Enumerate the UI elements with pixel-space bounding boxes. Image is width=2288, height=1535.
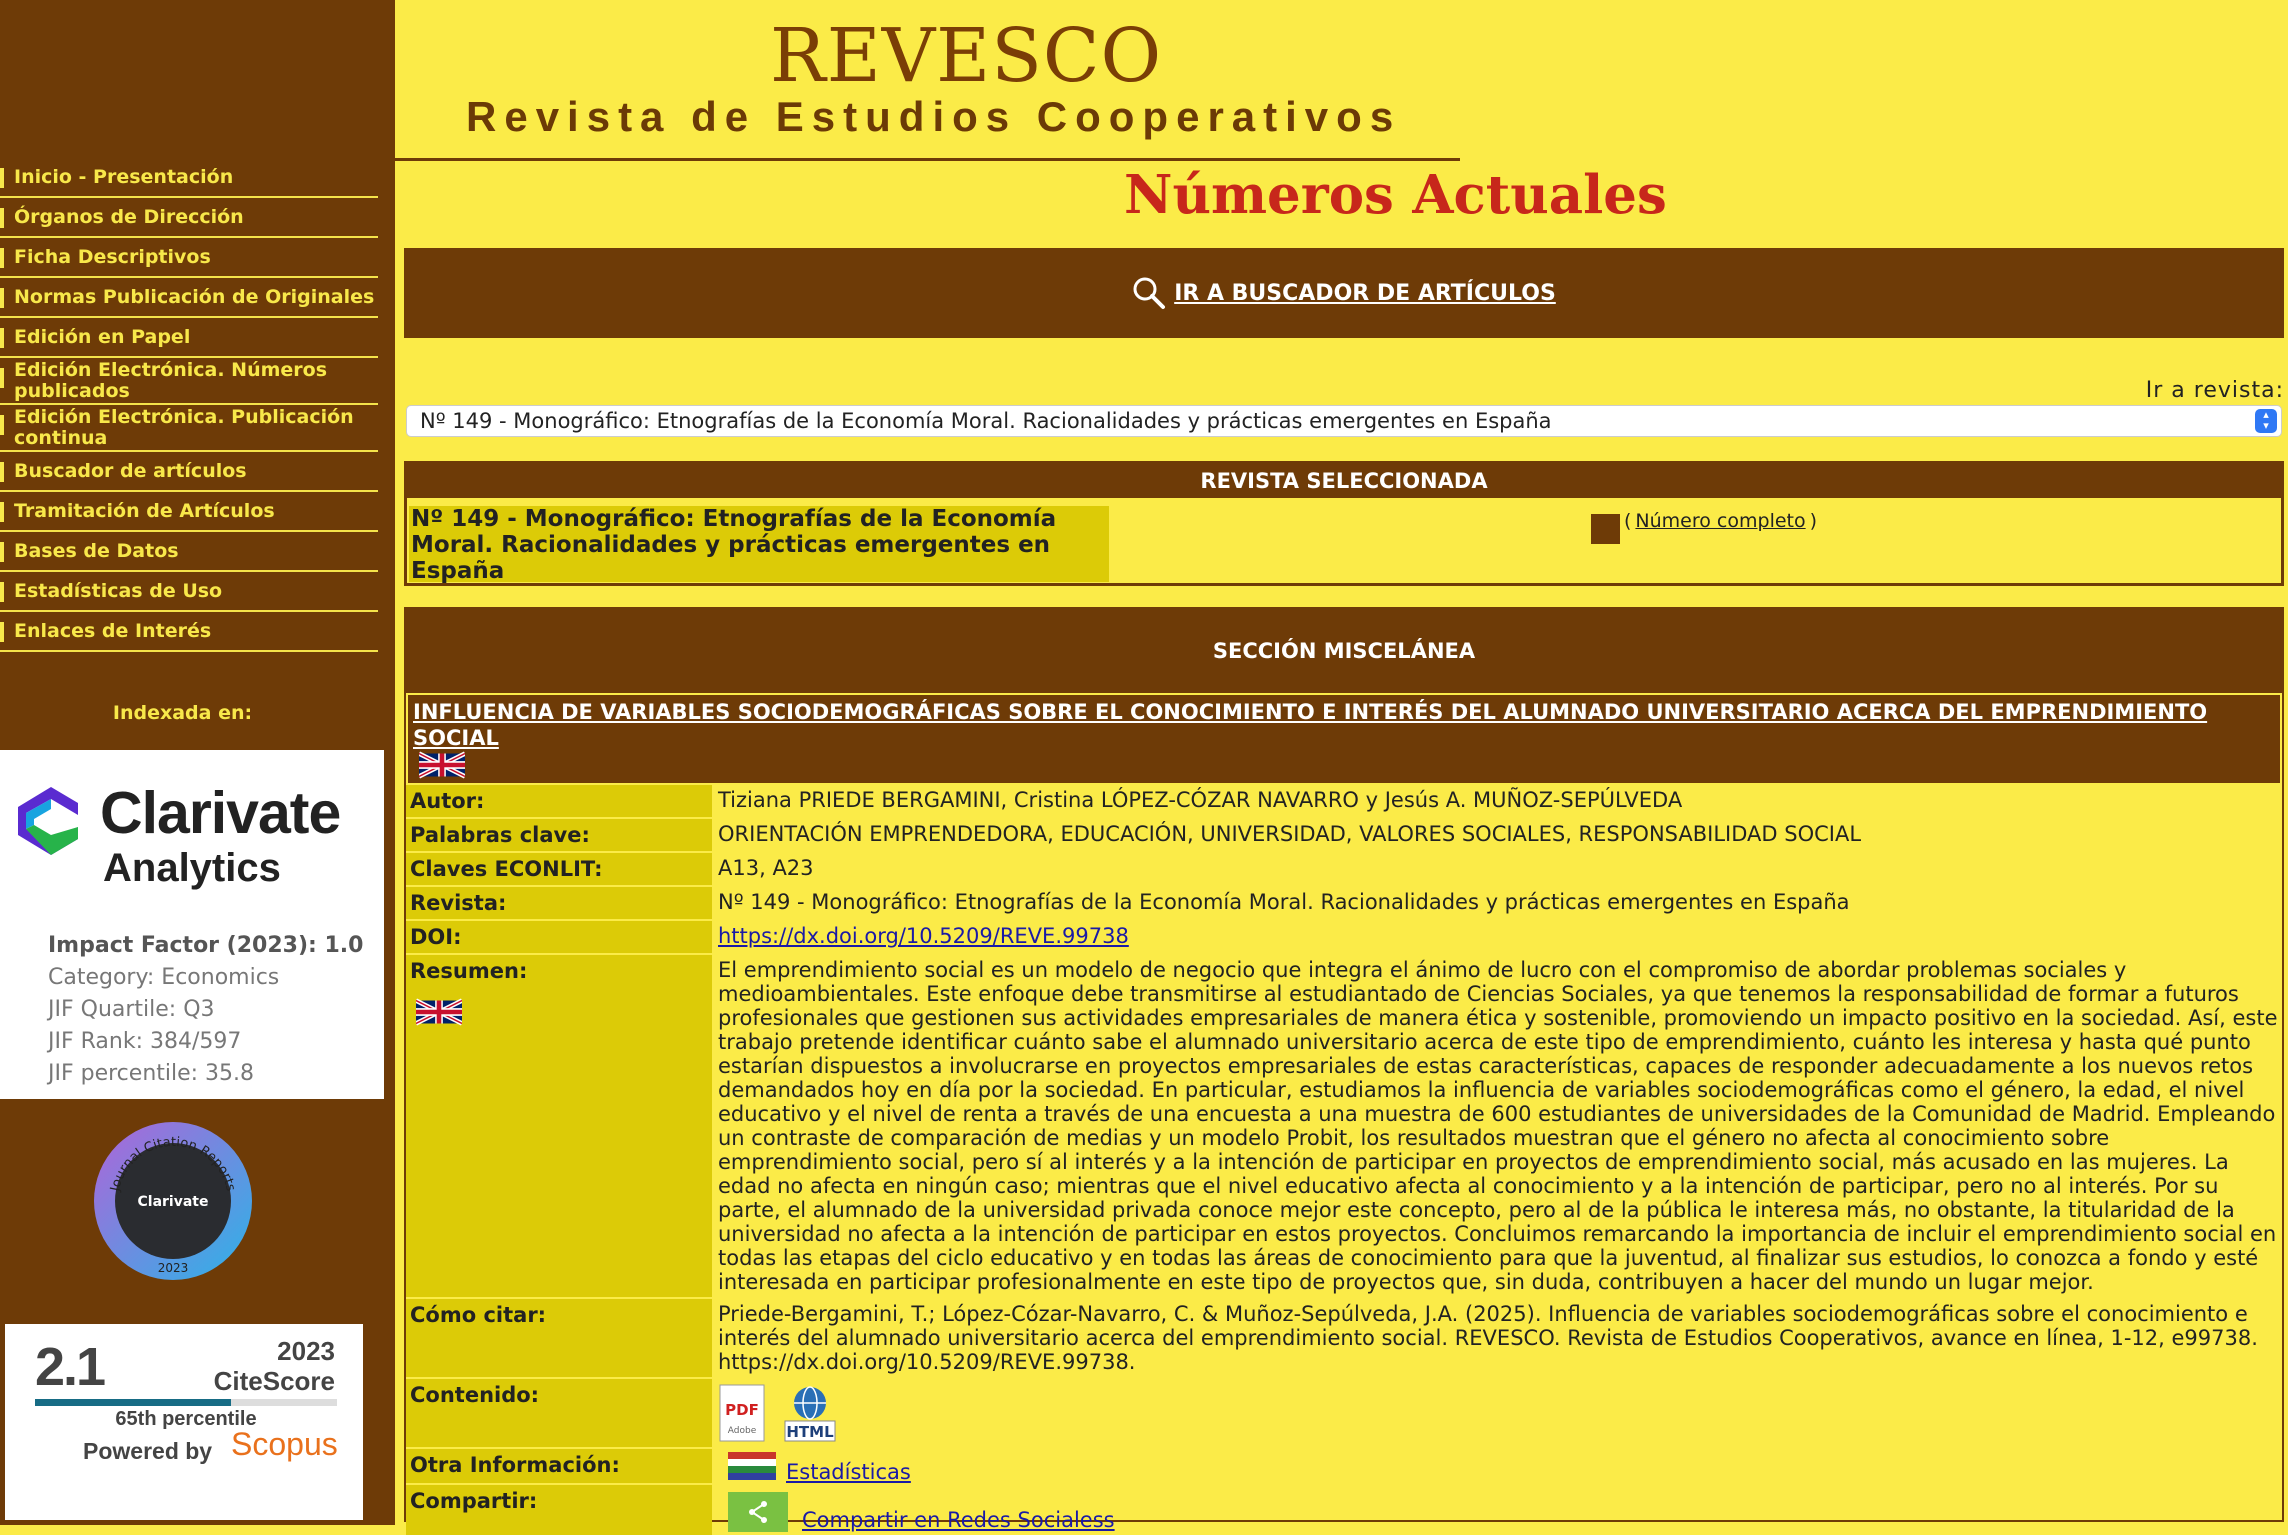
- journal-value: Nº 149 - Monográfico: Etnografías de la Economía Moral. Racionalidades y prácticas emergentes en España: [718, 890, 1850, 914]
- sidebar-item-edicion-papel[interactable]: Edición en Papel: [0, 318, 378, 358]
- select-arrow-icon: ▴ ▾: [2255, 409, 2277, 433]
- uk-flag-icon[interactable]: [416, 998, 462, 1026]
- journal-row: [406, 887, 2282, 921]
- sidebar: [0, 0, 395, 1525]
- scopus-logo: Scopus: [231, 1426, 338, 1462]
- author-label: Autor:: [406, 785, 712, 817]
- clarivate-logo-icon: [16, 785, 86, 857]
- issue-select-value: Nº 149 - Monográfico: Etnografías de la Economía Moral. Racionalidades y prácticas emergentes en España: [420, 409, 1552, 433]
- html-icon[interactable]: [782, 1383, 838, 1443]
- masthead-divider: [395, 158, 1460, 161]
- sidebar-item-inicio[interactable]: Inicio - Presentación: [0, 158, 378, 198]
- clarivate-card[interactable]: [0, 750, 384, 1099]
- cite-text: Priede-Bergamini, T.; López-Cózar-Navarro, C. & Muñoz-Sepúlveda, J.A. (2025). Influencia de variables sociodemográficas sobre el conocimiento e interés del alumnado universitario acerca del emprendimiento social. REVESCO. Revista de Estudios Cooperativos, avance en línea, 1-12, e99738. https://dx.doi.org/10.5209/REVE.99738.: [718, 1302, 2258, 1374]
- econlit-row: [406, 853, 2282, 887]
- citescore-card[interactable]: [5, 1324, 363, 1520]
- selected-issue-title: Nº 149 - Monográfico: Etnografías de la Economía Moral. Racionalidades y prácticas emergentes en España: [409, 506, 1109, 582]
- selected-issue-box: [404, 461, 2284, 586]
- issue-select[interactable]: [406, 405, 2282, 437]
- doi-label: DOI:: [406, 921, 712, 953]
- selected-issue-header: REVISTA SELECCIONADA: [407, 464, 2281, 498]
- jcr-badge[interactable]: [92, 1120, 254, 1282]
- share-label: Compartir:: [406, 1485, 712, 1535]
- doi-link[interactable]: https://dx.doi.org/10.5209/REVE.99738: [718, 924, 1129, 948]
- journal-subtitle: Revista de Estudios Cooperativos: [466, 93, 1402, 140]
- share-row: [406, 1485, 2282, 1535]
- impact-factor: Impact Factor (2023): 1.0: [48, 933, 364, 958]
- abstract-row: [406, 955, 2282, 1299]
- full-issue-close-paren: ): [1809, 510, 1818, 532]
- citescore-year: 2023: [277, 1336, 335, 1366]
- sidebar-nav: [0, 158, 378, 652]
- share-icon[interactable]: [728, 1492, 788, 1532]
- content-label: Contenido:: [406, 1379, 712, 1447]
- econlit-value: A13, A23: [718, 856, 814, 880]
- jif-rank: JIF Rank: 384/597: [48, 1029, 242, 1054]
- page-title: Números Actuales: [1124, 164, 1667, 226]
- full-issue-link[interactable]: Número completo: [1635, 510, 1806, 532]
- other-info-label: Otra Información:: [406, 1449, 712, 1483]
- jcr-brand: Clarivate: [137, 1194, 209, 1210]
- citescore-name: CiteScore: [213, 1366, 335, 1396]
- econlit-label: Claves ECONLIT:: [406, 853, 712, 885]
- citescore-percentile-fill: [35, 1399, 231, 1406]
- keywords-row: [406, 819, 2282, 853]
- svg-text:HTML: HTML: [786, 1423, 834, 1441]
- article-title-link[interactable]: INFLUENCIA DE VARIABLES SOCIODEMOGRÁFICAS SOBRE EL CONOCIMIENTO E INTERÉS DEL ALUMNADO UNIVERSITARIO ACERCA DEL EMPRENDIMIENTO SOCIAL: [413, 700, 2208, 750]
- sidebar-item-tramitacion[interactable]: Tramitación de Artículos: [0, 492, 378, 532]
- search-icon: [1132, 276, 1166, 310]
- cite-label: Cómo citar:: [406, 1299, 712, 1377]
- pdf-icon[interactable]: [718, 1383, 766, 1443]
- clarivate-metrics: [48, 930, 363, 1090]
- sidebar-item-buscador[interactable]: Buscador de artículos: [0, 452, 378, 492]
- abstract-text: El emprendimiento social es un modelo de negocio que integra el ánimo de lucro con el compromiso de abordar problemas sociales y medioambientales. Este enfoque debe transmitirse al estudiantado de Ciencias Sociales, ya que tenemos la responsabilidad de formar a futuros profesionales que gestionen sus actividades empresariales de manera ética y sostenible, promoviendo un impacto positivo en la sociedad. Así, este trabajo pretende identificar cuánto sabe el alumnado universitario acerca de este tipo de emprendimiento, cuánto les interesa y hasta qué punto estarían dispuestos a involucrarse en proyectos empresariales de estas características, capaces de responder adecuadamente a los nuevos retos demandados hoy en día por la sociedad. En particular, estudiamos la influencia de variables sociodemográficas como el género, la edad, el nivel educativo y el nivel de renta a través de una encuesta a una muestra de 600 estudiantes de universidades de la Comunidad de Madrid. Empleando un contraste de comparación de medias y un modelo Probit, los resultados muestran que el género no afecta al conocimiento sobre emprendimiento social, pero sí al interés y a la intención de participar en proyectos de emprendimiento social, más acusado en las mujeres. La edad no afecta en ningún caso; mientras que el nivel educativo afecta al conocimiento y a la intención de participar, pero no al interés. Por su parte, el alumnado de la universidad privada conoce mejor este concepto, pero al de la pública le interesa más, no obstante, la titularidad de la universidad no afecta a la intención de participar en estos proyectos. Concluimos remarcando la importancia de incluir el emprendimiento social en todas las etapas del ciclo educativo y en todas las áreas de conocimiento para que la juventud, al finalizar sus estudios, lo conozca a fondo y esté interesada en participar profesionalmente en este tipo de proyectos que, sin duda, contribuyen a hacer del mundo un lugar mejor.: [718, 958, 2278, 1294]
- sidebar-item-numeros-publicados[interactable]: Edición Electrónica. Números publicados: [0, 358, 378, 405]
- full-issue: [1591, 510, 1817, 540]
- sidebar-item-organos[interactable]: Órganos de Dirección: [0, 198, 378, 238]
- jcr-year: 2023: [157, 1261, 189, 1275]
- search-band: [404, 248, 2284, 338]
- section-header: SECCIÓN MISCELÁNEA: [406, 609, 2282, 693]
- citescore-value: 2.1: [35, 1337, 105, 1397]
- jif-quartile: JIF Quartile: Q3: [48, 997, 215, 1022]
- citescore-percentile: 65th percentile: [115, 1408, 257, 1430]
- journal-label: Revista:: [406, 887, 712, 919]
- svg-text:PDF: PDF: [725, 1401, 759, 1419]
- jcr-ring-text: Journal Citation Reports: [107, 1134, 239, 1193]
- svg-text:Adobe: Adobe: [727, 1426, 757, 1436]
- other-info-row: [406, 1449, 2282, 1485]
- issue-book-icon[interactable]: [1591, 514, 1620, 544]
- statistics-link[interactable]: Estadísticas: [786, 1460, 911, 1484]
- stats-flag-icon: [728, 1452, 776, 1480]
- clarivate-name: Clarivate: [100, 780, 341, 846]
- doi-row: [406, 921, 2282, 955]
- sidebar-item-bases-datos[interactable]: Bases de Datos: [0, 532, 378, 572]
- search-articles-link[interactable]: [1132, 276, 1556, 310]
- category: Category: Economics: [48, 965, 280, 990]
- keywords-value: ORIENTACIÓN EMPRENDEDORA, EDUCACIÓN, UNIVERSIDAD, VALORES SOCIALES, RESPONSABILIDAD SOCIAL: [718, 822, 1862, 846]
- sidebar-item-normas[interactable]: Normas Publicación de Originales: [0, 278, 378, 318]
- abstract-label: Resumen:: [410, 959, 528, 983]
- sidebar-item-ficha[interactable]: Ficha Descriptivos: [0, 238, 378, 278]
- clarivate-subname: Analytics: [103, 846, 281, 890]
- journal-title: REVESCO: [770, 13, 1163, 99]
- keywords-label: Palabras clave:: [406, 819, 712, 851]
- search-articles-label: IR A BUSCADOR DE ARTÍCULOS: [1174, 280, 1556, 306]
- content-row: [406, 1379, 2282, 1449]
- author-value: Tiziana PRIEDE BERGAMINI, Cristina LÓPEZ-CÓZAR NAVARRO y Jesús A. MUÑOZ-SEPÚLVEDA: [718, 788, 1683, 812]
- jif-percentile: JIF percentile: 35.8: [48, 1061, 255, 1086]
- indexed-label: Indexada en:: [112, 702, 253, 724]
- sidebar-item-publicacion-continua[interactable]: Edición Electrónica. Publicación continua: [0, 405, 378, 452]
- share-link[interactable]: Compartir en Redes Socialess: [802, 1508, 1115, 1532]
- abstract-label-cell: [406, 955, 712, 1297]
- author-row: [406, 785, 2282, 819]
- article-title-band: [406, 693, 2282, 785]
- citescore-percentile-bar: [35, 1399, 337, 1406]
- powered-by-label: Powered by: [83, 1438, 213, 1464]
- article-box: [404, 607, 2284, 1532]
- sidebar-item-enlaces[interactable]: Enlaces de Interés: [0, 612, 378, 652]
- uk-flag-icon[interactable]: [419, 751, 465, 779]
- go-to-issue-label: Ir a revista:: [2145, 378, 2284, 403]
- cite-row: [406, 1299, 2282, 1379]
- full-issue-open-paren: (: [1624, 510, 1632, 532]
- sidebar-item-estadisticas[interactable]: Estadísticas de Uso: [0, 572, 378, 612]
